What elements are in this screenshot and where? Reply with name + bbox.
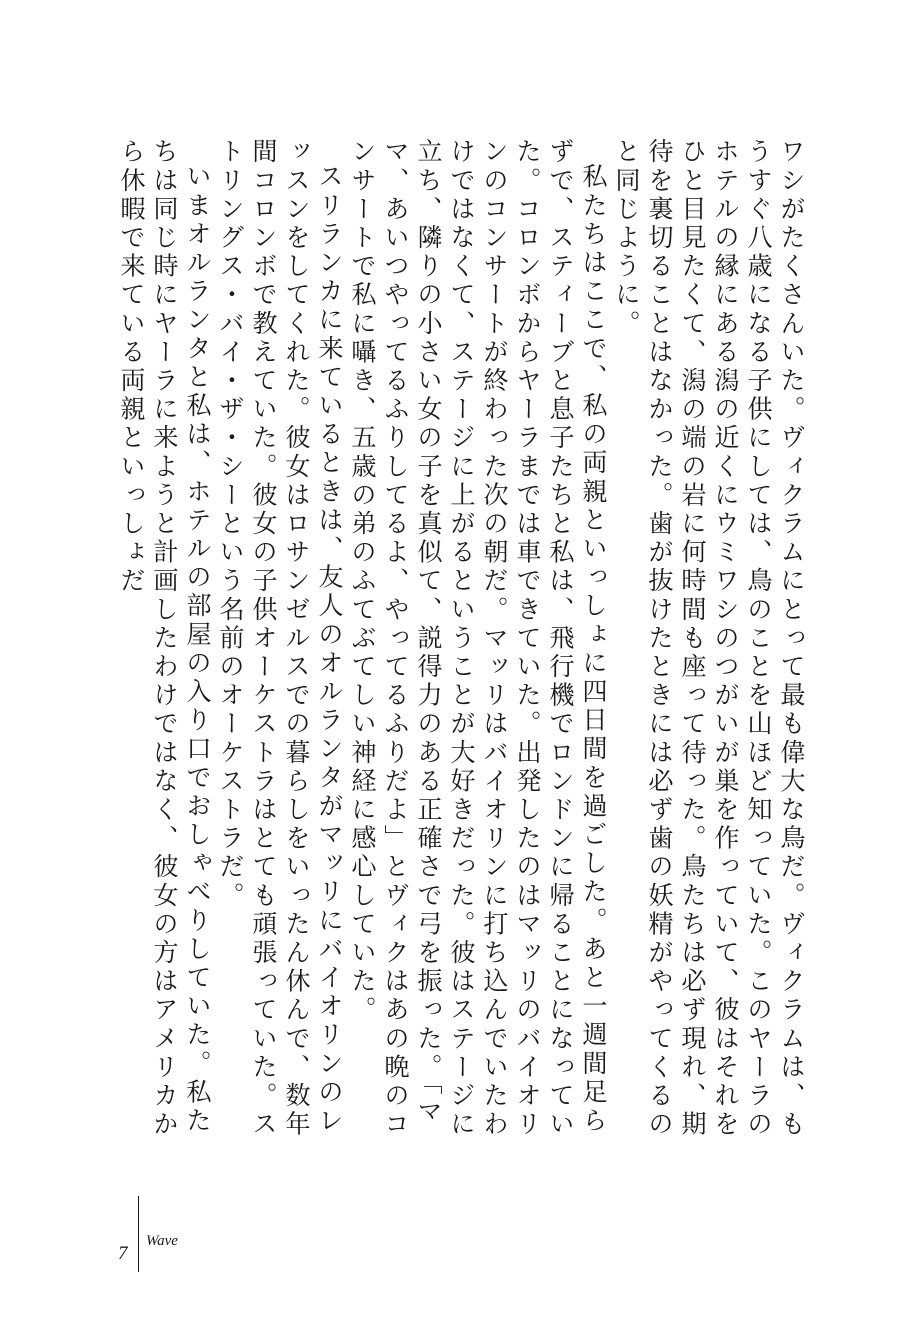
paragraph-4: いまオルランタと私は、ホテルの部屋の入り口でおしゃべりしていた。私たちは同じ時にヤーラに来ようと計画したわけではなく、彼女の方はアメリカから休暇で来ている両親といっしょだ <box>117 138 212 1139</box>
paragraph-2: 私たちはここで、私の両親といっしょに四日間を過ごした。あと一週間足らずで、スティーブと息子たちと私は、飛行機でロンドンに帰ることになっていた。コロンボからヤーラまでは車できていた。出発したのはマッリのバイオリンのコンサートが終わった次の朝だ。マッリはバイオリンに打ち込んでいたわけではなくて、ステージに上がるということが大好きだった。彼はステージに立ち、隣りの小さい女の子を真似て、説得力のある正確さで弓を振った。「ママ、あいつやってるふりしてるよ、やってるふりだよ」とヴィクはあの晩のコンサートで私に囁き、五歳の弟のふてぶてしい神経に感心していた。 <box>348 138 608 1139</box>
paragraph-1: ワシがたくさんいた。ヴィクラムにとって最も偉大な鳥だ。ヴィクラムは、もうすぐ八歳になる子供にしては、鳥のことを山ほど知っていた。このヤーラのホテルの縁にある潟の近くにウミワシのつがいが巣を作っていて、彼はそれをひと目見たくて、潟の端の岩に何時間も座って待った。鳥たちは必ず現れ、期待を裏切ることはなかった。歯が抜けたときには必ず歯の妖精がやってくるのと同じように。 <box>612 138 806 1139</box>
page-number: 7 <box>118 1243 128 1264</box>
running-title: Wave <box>146 1233 178 1249</box>
footer-divider <box>138 1196 139 1272</box>
paragraph-3: スリランカに来ているときは、友人のオルランタがマッリにバイオリンのレッスンをしてくれた。彼女はロサンゼルスでの暮らしをいったん休んで、数年間コロンボで教えていた。彼女の子供オーケストラはとても頑張っていた。ストリングス・バイ・ザ・シーという名前のオーケストラだ。 <box>216 138 344 1139</box>
vertical-body-text <box>88 138 808 1148</box>
